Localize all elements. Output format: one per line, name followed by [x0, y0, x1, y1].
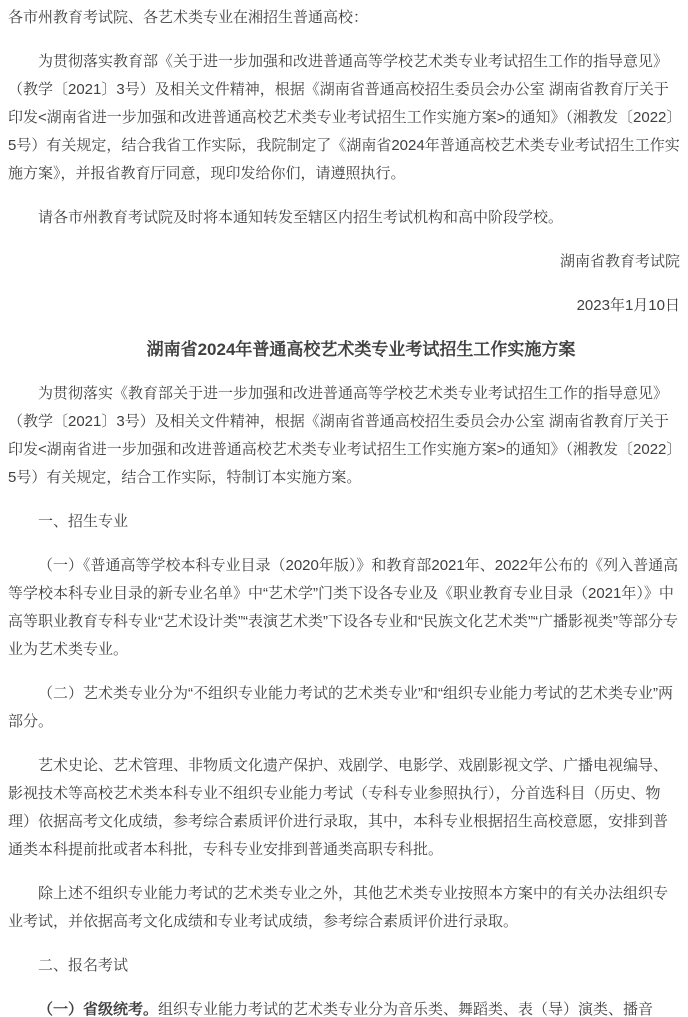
section1-heading: 一、招生专业 [38, 513, 129, 530]
salutation: 各市州教育考试院、各艺术类专业在湘招生普通高校： [8, 9, 369, 26]
section2-item-1-lead: （一）省级统考。 [38, 1001, 159, 1017]
section1-paragraph-2: （二）艺术类专业分为“不组织专业能力考试的艺术类专业”和“组织专业能力考试的艺术类专业”两部分。 [8, 685, 673, 730]
section2-heading: 二、报名考试 [38, 957, 129, 974]
section2-item-1-text: 组织专业能力考试的艺术类专业分为音乐类、舞蹈类、表（导）演类、播音 [158, 1001, 654, 1017]
section2-item-1 [8, 996, 680, 1017]
notice-paragraph-2: 请各市州教育考试院及时将本通知转发至辖区内招生考试机构和高中阶段学校。 [38, 209, 564, 226]
plan-intro: 为贯彻落实《教育部关于进一步加强和改进普通高等学校艺术类专业考试招生工作的指导意见》（教学〔2021〕3号）及相关文件精神，根据《湖南省普通高校招生委员会办公室 湖南省教育厅关于印发<湖南省进一步加强和改进普通高校艺术类专业考试招生工作实施方案>的通知》（湘教发〔2022〕5号）有关规定，结合工作实际，特制订本实施方案。 [8, 385, 674, 486]
issue-date: 2023年1月10日 [576, 297, 680, 314]
notice-paragraph-1: 为贯彻落实教育部《关于进一步加强和改进普通高等学校艺术类专业考试招生工作的指导意见》（教学〔2021〕3号）及相关文件精神，根据《湖南省普通高校招生委员会办公室 湖南省教育厅关于印发<湖南省进一步加强和改进普通高校艺术类专业考试招生工作实施方案>的通知》（湘教发〔2022〕5号）有关规定，结合我省工作实际，我院制定了《湖南省2024年普通高校艺术类专业考试招生工作实施方案》，并报省教育厅同意，现印发给你们，请遵照执行。 [8, 53, 680, 182]
section1-paragraph-1: （一）《普通高等学校本科专业目录（2020年版）》和教育部2021年、2022年公布的《列入普通高等学校本科专业目录的新专业名单》中“艺术学”门类下设各专业及《职业教育专业目录（2021年）》中高等职业教育专科专业“艺术设计类”“表演艺术类”下设各专业和“民族文化艺术类”“广播影视类”等部分专业为艺术类专业。 [8, 557, 679, 658]
section1-paragraph-3: 艺术史论、艺术管理、非物质文化遗产保护、戏剧学、电影学、戏剧影视文学、广播电视编导、影视技术等高校艺术类本科专业不组织专业能力考试（专科专业参照执行），分首选科目（历史、物理）依据高考文化成绩，参考综合素质评价进行录取，其中，本科专业根据招生高校意愿，安排到普通类本科提前批或者本科批，专科专业安排到普通类高职专科批。 [8, 757, 669, 858]
plan-title: 湖南省2024年普通高校艺术类专业考试招生工作实施方案 [146, 340, 576, 359]
section1-paragraph-4: 除上述不组织专业能力考试的艺术类专业之外，其他艺术类专业按照本方案中的有关办法组织专业考试，并依据高考文化成绩和专业考试成绩，参考综合素质评价进行录取。 [8, 885, 669, 930]
issuer-signature: 湖南省教育考试院 [559, 253, 680, 270]
